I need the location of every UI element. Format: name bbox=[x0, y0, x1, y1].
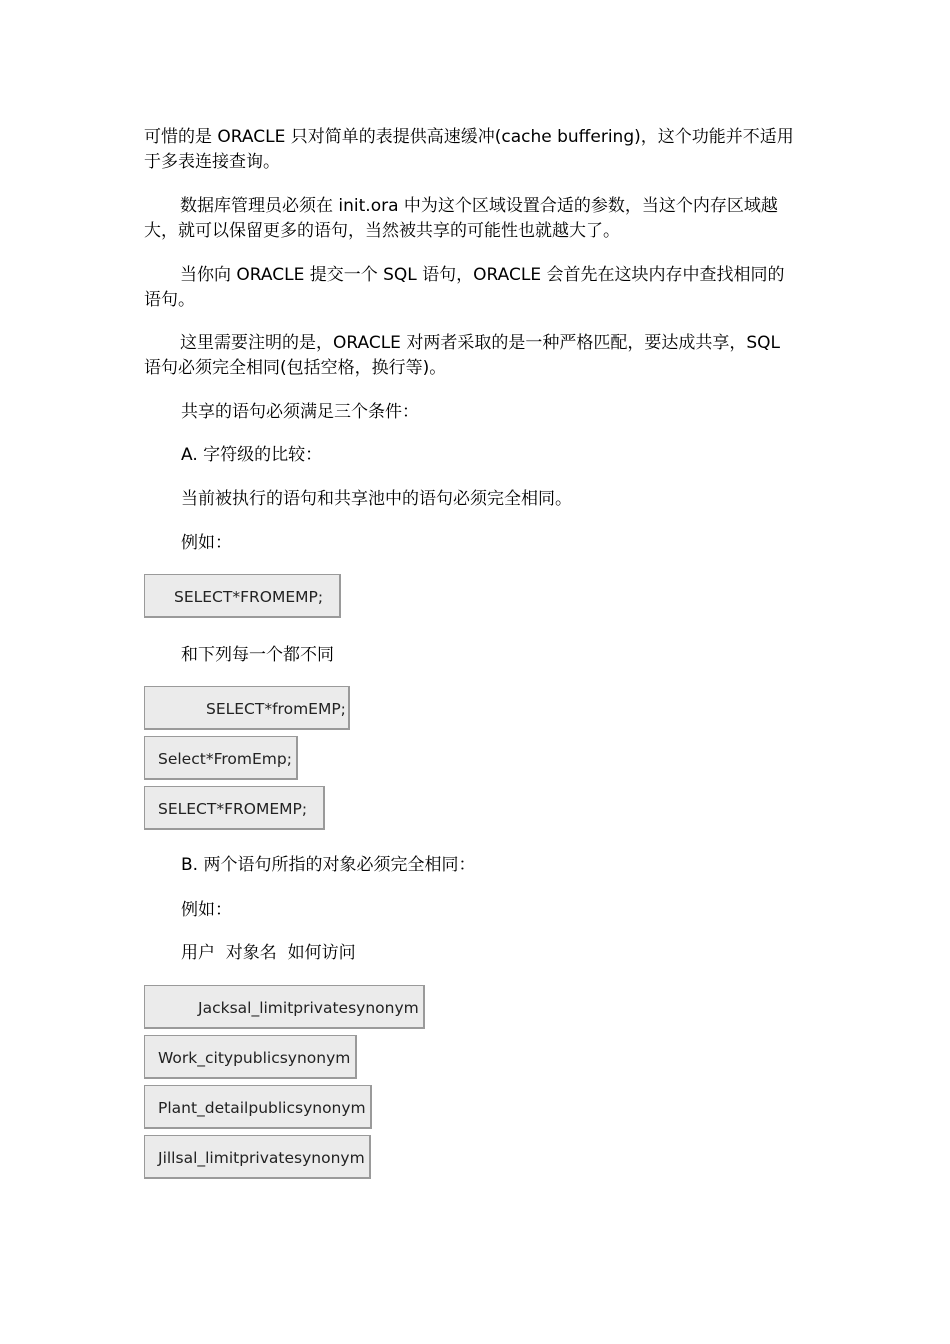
paragraph-three-conditions: 共享的语句必须满足三个条件： bbox=[181, 402, 419, 422]
heading-condition-a: A. 字符级的比较： bbox=[181, 445, 323, 465]
code-box-select-3: Select*FromEmp; bbox=[144, 736, 298, 780]
paragraph-init-ora: 数据库管理员必须在 init.ora 中为这个区域设置合适的参数，当这个内存区域越大，就可以保留更多的语句，当然被共享的可能性也就越大了。 bbox=[144, 196, 778, 241]
code-box-select-4: SELECT*FROMEMP; bbox=[144, 786, 325, 830]
synonym-row-1: Jacksal_limitprivatesynonym bbox=[144, 985, 425, 1029]
paragraph-cache-buffering: 可惜的是 ORACLE 只对简单的表提供高速缓冲(cache buffering)，这个功能并不适用于多表连接查询。 bbox=[144, 127, 794, 172]
paragraph-must-match: 当前被执行的语句和共享池中的语句必须完全相同。 bbox=[181, 489, 572, 509]
heading-condition-b: B. 两个语句所指的对象必须完全相同： bbox=[181, 855, 476, 875]
synonym-row-4: Jillsal_limitprivatesynonym bbox=[144, 1135, 371, 1179]
paragraph-strict-match: 这里需要注明的是，ORACLE 对两者采取的是一种严格匹配，要达成共享，SQL 语句必须完全相同(包括空格，换行等)。 bbox=[144, 333, 780, 378]
code-box-select-1: SELECT*FROMEMP; bbox=[144, 574, 341, 618]
paragraph-example-1: 例如： bbox=[181, 533, 232, 553]
paragraph-example-2: 例如： bbox=[181, 900, 232, 920]
code-box-select-2: SELECT*fromEMP; bbox=[144, 686, 350, 730]
paragraph-differs: 和下列每一个都不同 bbox=[181, 645, 334, 665]
paragraph-submit-sql: 当你向 ORACLE 提交一个 SQL 语句，ORACLE 会首先在这块内存中查找相同的语句。 bbox=[144, 265, 785, 310]
table-header-user-object-access: 用户 对象名 如何访问 bbox=[181, 943, 356, 963]
synonym-row-2: Work_citypublicsynonym bbox=[144, 1035, 357, 1079]
synonym-row-3: Plant_detailpublicsynonym bbox=[144, 1085, 372, 1129]
